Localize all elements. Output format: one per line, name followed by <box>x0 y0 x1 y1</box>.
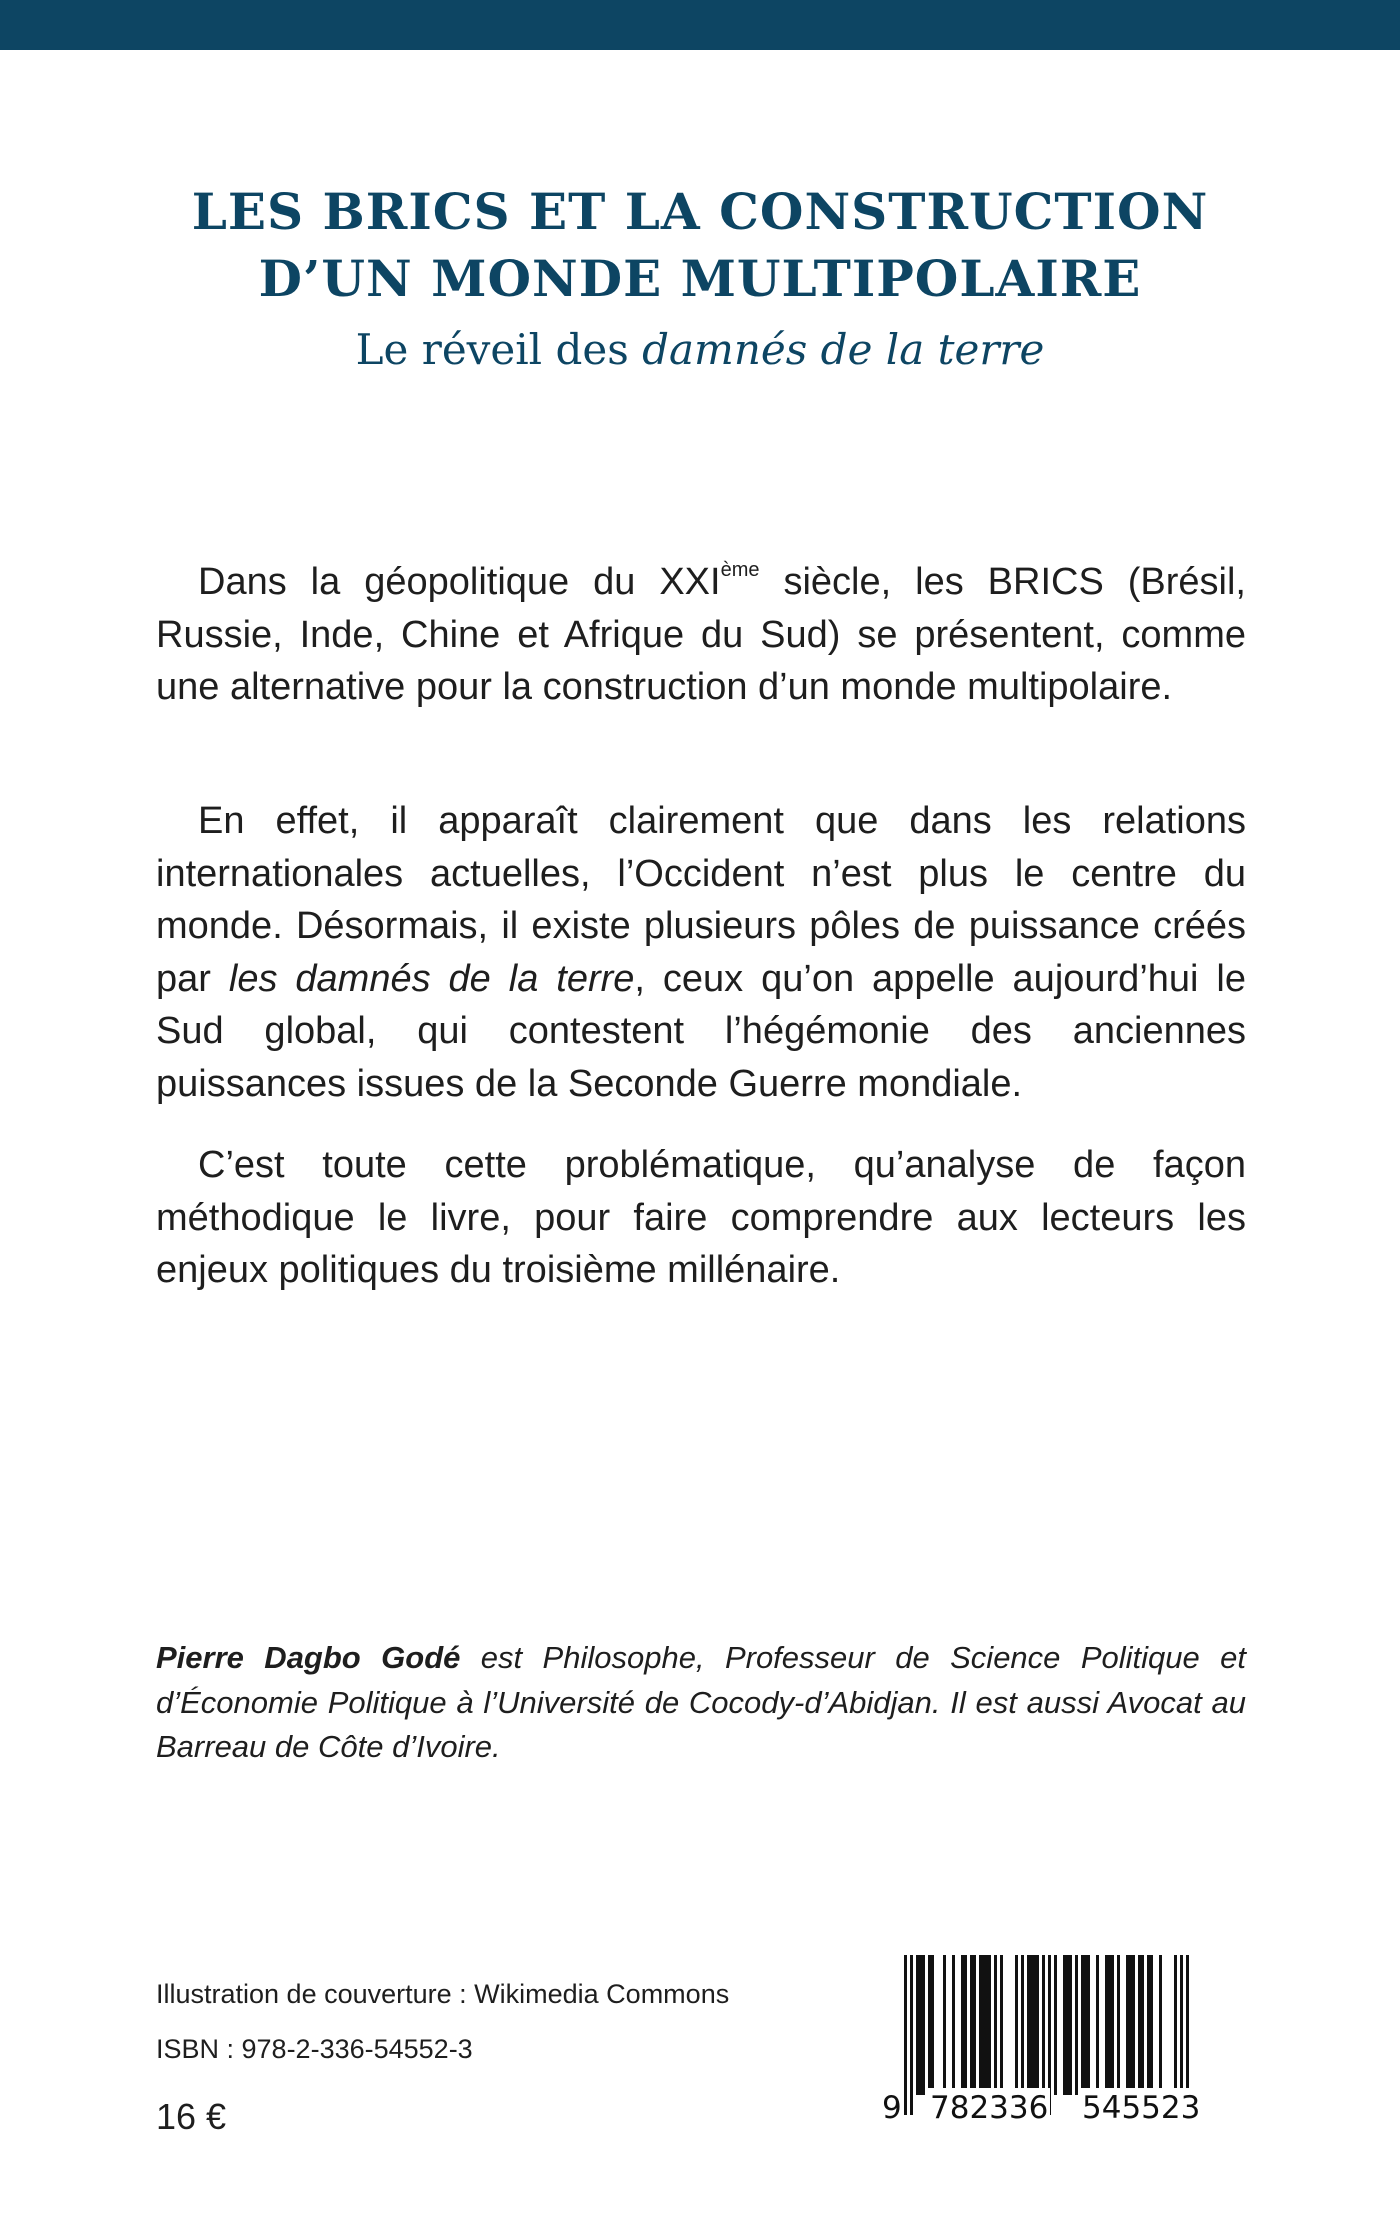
title-line-2: D’UN MONDE MULTIPOLAIRE <box>258 249 1142 308</box>
barcode-bar <box>1030 1955 1033 2095</box>
barcode-bar <box>1084 1955 1087 2095</box>
barcode-bar <box>1063 1955 1066 2095</box>
barcode-bar <box>943 1955 946 2095</box>
barcode-digit-group-1: 782336 <box>930 2090 1049 2126</box>
barcode-bar <box>985 1955 988 2095</box>
blurb-paragraph-2 <box>156 795 1246 1110</box>
barcode-bar <box>994 1955 997 2095</box>
barcode-bar <box>961 1955 964 2095</box>
author-name: Pierre Dagbo Godé <box>156 1640 461 1675</box>
barcode-digit-group-2: 545523 <box>1082 2090 1201 2126</box>
title-line-1: LES BRICS ET LA CONSTRUCTION <box>191 182 1209 241</box>
book-title <box>0 178 1400 312</box>
barcode-bar <box>1174 1955 1177 2095</box>
barcode-bar <box>1117 1955 1120 2095</box>
book-subtitle <box>0 322 1400 378</box>
barcode-bar <box>1054 1955 1057 2095</box>
barcode-bar <box>1159 1955 1162 2095</box>
barcode-bar <box>982 1955 985 2095</box>
barcode-lead-digit: 9 <box>882 2090 902 2126</box>
barcode-bar <box>916 1955 919 2095</box>
barcode-bar <box>1033 1955 1036 2095</box>
barcode-bar <box>1126 1955 1129 2095</box>
barcode-bar <box>973 1955 976 2095</box>
blurb-paragraph-1 <box>156 556 1246 714</box>
barcode-bar <box>1150 1955 1153 2095</box>
barcode-digits <box>870 2088 1240 2128</box>
barcode-bar <box>1087 1955 1090 2095</box>
barcode-bar <box>970 1955 973 2095</box>
barcode-bar <box>919 1955 922 2095</box>
blurb-p3-text: C’est toute cette problématique, qu’analyse de façon méthodique le livre, pour faire comprendre aux lecteurs les enjeux politiques du troisième millénaire. <box>156 1144 1246 1291</box>
barcode-bar <box>928 1955 931 2095</box>
barcode-bar <box>1000 1955 1003 2095</box>
barcode-bar <box>952 1955 955 2095</box>
barcode-bar <box>922 1955 925 2095</box>
barcode-bar <box>931 1955 934 2095</box>
barcode-bar <box>979 1955 982 2095</box>
barcode-bar <box>1147 1955 1150 2095</box>
barcode-bar <box>1108 1955 1111 2095</box>
barcode-bar <box>1138 1955 1141 2095</box>
blurb-paragraph-3 <box>156 1139 1246 1297</box>
barcode-bar <box>1129 1955 1132 2095</box>
blurb-p1-superscript: ème <box>720 559 760 581</box>
barcode-bar <box>988 1955 991 2095</box>
barcode-bar <box>1141 1955 1144 2095</box>
barcode-bar <box>964 1955 967 2095</box>
author-bio-text: est Philosophe, Professeur de Science Politique et d’Économie Politique à l’Université de Cocody-d’Abidjan. Il est aussi Avocat au Barreau de Côte d’Ivoire. <box>156 1640 1246 1764</box>
barcode-bar <box>1069 1955 1072 2095</box>
blurb-p2-italic: les damnés de la terre <box>228 957 635 1000</box>
barcode-bar <box>1027 1955 1030 2095</box>
barcode-bar <box>1066 1955 1069 2095</box>
barcode-bar <box>1096 1955 1099 2095</box>
blurb-p1-end: siècle, les BRICS (Brésil, Russie, Inde, Chine et Afrique du Sud) se présentent, comme une alternative pour la construction d’un monde multipolaire. <box>156 561 1246 708</box>
subtitle-italic: damnés de la terre <box>642 325 1045 374</box>
barcode-bar <box>1021 1955 1024 2095</box>
subtitle-plain: Le réveil des <box>355 325 643 374</box>
blurb-p2-start: En effet, il apparaît clairement que dans les relations internationales actuelles, l’Occident n’est plus le centre du monde. Désormais, il existe plusieurs pôles de puissance créés par <box>156 800 1246 1000</box>
barcode-bar <box>1111 1955 1114 2095</box>
cover-illustration-credit: Illustration de couverture : Wikimedia Commons <box>156 1979 730 2009</box>
barcode-bar <box>1036 1955 1039 2095</box>
isbn: ISBN : 978-2-336-54552-3 <box>156 2034 473 2064</box>
barcode-bar <box>1081 1955 1084 2095</box>
blurb-p2-end: , ceux qu’on appelle aujourd’hui le Sud global, qui contestent l’hégémonie des anciennes puissances issues de la Seconde Guerre mondiale. <box>156 957 1246 1105</box>
barcode-bar <box>1015 1955 1018 2095</box>
barcode-bar <box>1132 1955 1135 2095</box>
top-color-band <box>0 0 1400 50</box>
author-bio <box>156 1636 1246 1770</box>
barcode-bar <box>1075 1955 1078 2095</box>
price: 16 € <box>156 2096 227 2137</box>
blurb-p1-start: Dans la géopolitique du XXI <box>198 561 721 603</box>
barcode-bar <box>1105 1955 1108 2095</box>
